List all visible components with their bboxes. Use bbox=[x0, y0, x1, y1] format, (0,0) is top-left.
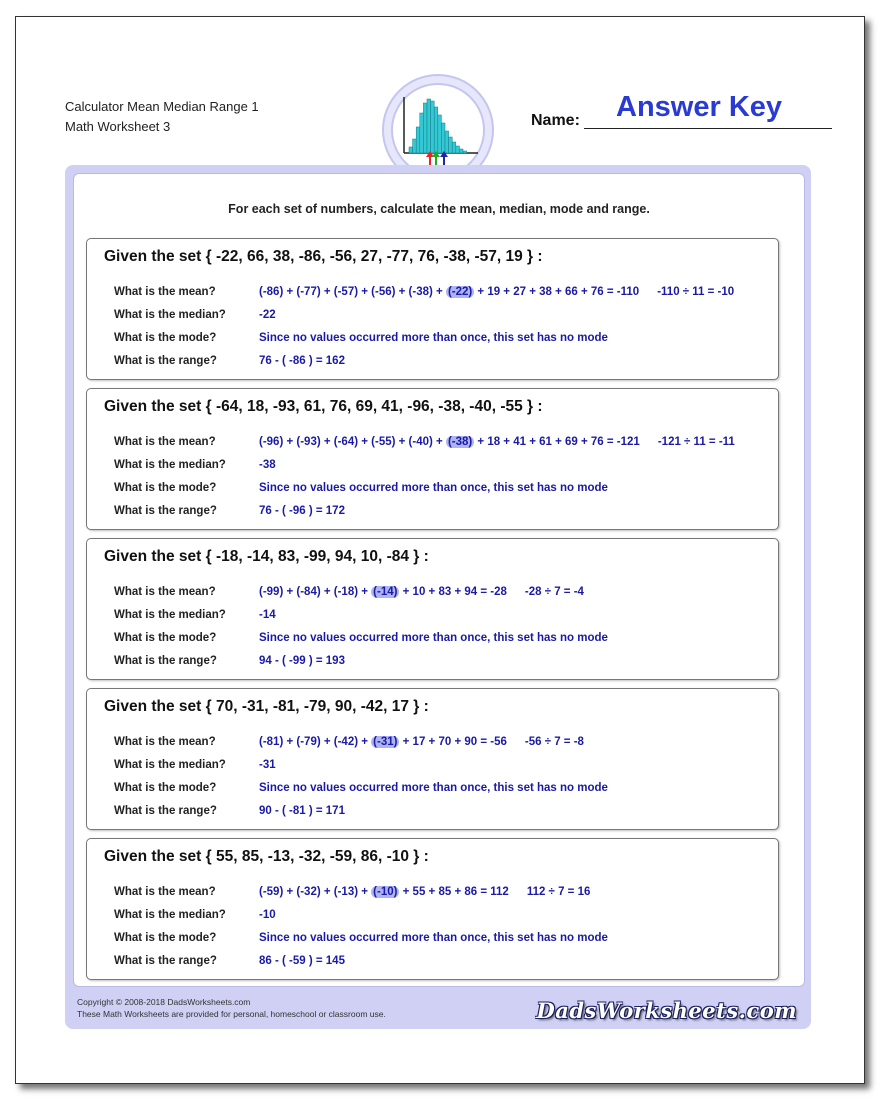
median-highlight: (-22) bbox=[447, 286, 473, 298]
histogram-bar bbox=[431, 101, 435, 153]
median-highlight: (-38) bbox=[447, 436, 473, 448]
median-answer: -31 bbox=[259, 759, 276, 771]
brand-logo: DadsWorksheets.com bbox=[536, 998, 797, 1023]
histogram-bar bbox=[413, 139, 417, 153]
mean-division: -121 ÷ 11 = -11 bbox=[657, 436, 735, 448]
copyright-text: Copyright © 2008-2018 DadsWorksheets.com bbox=[77, 997, 251, 1007]
median-highlight: (-31) bbox=[373, 736, 398, 748]
problem-4 bbox=[86, 688, 779, 830]
name-label: Name: bbox=[531, 112, 580, 129]
mean-answer bbox=[259, 886, 590, 898]
histogram-bar bbox=[423, 103, 427, 153]
mean-sum-end: + 19 + 27 + 38 + 66 + 76 = -110 bbox=[474, 286, 640, 298]
range-question: What is the range? bbox=[114, 505, 217, 517]
problem-title: Given the set { -18, -14, 83, -99, 94, 10, -84 } : bbox=[104, 548, 429, 565]
histogram-bar bbox=[459, 149, 463, 153]
worksheet-title bbox=[65, 97, 259, 137]
range-answer: 90 - ( -81 ) = 171 bbox=[259, 805, 345, 817]
mean-division: -110 ÷ 11 = -10 bbox=[657, 286, 735, 298]
mean-sum-end: + 17 + 70 + 90 = -56 bbox=[399, 736, 507, 748]
answer-key-heading: Answer Key bbox=[616, 91, 783, 123]
mean-answer bbox=[259, 586, 584, 598]
mode-answer: Since no values occurred more than once, this set has no mode bbox=[259, 782, 608, 794]
problem-title: Given the set { -64, 18, -93, 61, 76, 69, 41, -96, -38, -40, -55 } : bbox=[104, 398, 543, 415]
problem-1 bbox=[86, 238, 779, 380]
mean-question: What is the mean? bbox=[114, 286, 216, 298]
histogram-bar bbox=[416, 127, 420, 153]
mean-division: -28 ÷ 7 = -4 bbox=[524, 586, 584, 598]
mode-question: What is the mode? bbox=[114, 782, 217, 794]
mode-answer: Since no values occurred more than once, this set has no mode bbox=[259, 482, 608, 494]
range-answer: 86 - ( -59 ) = 145 bbox=[259, 955, 345, 967]
mode-answer: Since no values occurred more than once, this set has no mode bbox=[259, 332, 608, 344]
footer-text bbox=[77, 996, 386, 1020]
worksheet-content bbox=[73, 173, 805, 987]
histogram-bar bbox=[445, 131, 449, 153]
mean-sum-start: (-86) + (-77) + (-57) + (-56) + (-38) + bbox=[259, 286, 446, 298]
mean-division: -56 ÷ 7 = -8 bbox=[524, 736, 584, 748]
mean-question: What is the mean? bbox=[114, 436, 216, 448]
mean-answer bbox=[259, 436, 735, 448]
histogram-bar bbox=[452, 142, 456, 153]
mode-question: What is the mode? bbox=[114, 632, 217, 644]
range-answer: 94 - ( -99 ) = 193 bbox=[259, 655, 345, 667]
median-question: What is the median? bbox=[114, 759, 226, 771]
median-question: What is the median? bbox=[114, 909, 226, 921]
mode-question: What is the mode? bbox=[114, 932, 217, 944]
histogram-bar bbox=[427, 99, 431, 153]
problem-title: Given the set { 55, 85, -13, -32, -59, 86, -10 } : bbox=[104, 848, 429, 865]
instructions: For each set of numbers, calculate the mean, median, mode and range. bbox=[228, 202, 650, 216]
mode-answer: Since no values occurred more than once, this set has no mode bbox=[259, 932, 608, 944]
problem-title: Given the set { 70, -31, -81, -79, 90, -42, 17 } : bbox=[104, 698, 429, 715]
mean-division: 112 ÷ 7 = 16 bbox=[526, 886, 591, 898]
histogram-bar bbox=[434, 107, 438, 153]
range-question: What is the range? bbox=[114, 955, 217, 967]
histogram-bar bbox=[438, 115, 442, 153]
mean-answer bbox=[259, 286, 734, 298]
mean-sum-end: + 18 + 41 + 61 + 69 + 76 = -121 bbox=[474, 436, 640, 448]
mean-sum-end: + 10 + 83 + 94 = -28 bbox=[399, 586, 507, 598]
problem-title: Given the set { -22, 66, 38, -86, -56, 27, -77, 76, -38, -57, 19 } : bbox=[104, 248, 543, 265]
mode-question: What is the mode? bbox=[114, 482, 217, 494]
mean-question: What is the mean? bbox=[114, 586, 216, 598]
mean-sum-start: (-99) + (-84) + (-18) + bbox=[259, 586, 372, 598]
range-question: What is the range? bbox=[114, 355, 217, 367]
median-question: What is the median? bbox=[114, 309, 226, 321]
problem-5 bbox=[86, 838, 779, 980]
range-question: What is the range? bbox=[114, 805, 217, 817]
title-line-1: Calculator Mean Median Range 1 bbox=[65, 99, 259, 114]
median-answer: -10 bbox=[259, 909, 276, 921]
range-answer: 76 - ( -96 ) = 172 bbox=[259, 505, 345, 517]
histogram-bar bbox=[449, 137, 453, 153]
histogram-bar bbox=[441, 123, 445, 153]
mean-answer bbox=[259, 736, 584, 748]
mean-question: What is the mean? bbox=[114, 736, 216, 748]
median-question: What is the median? bbox=[114, 459, 226, 471]
histogram-bar bbox=[463, 151, 467, 153]
mean-sum-end: + 55 + 85 + 86 = 112 bbox=[399, 886, 509, 898]
title-line-2: Math Worksheet 3 bbox=[65, 119, 171, 134]
histogram-bar bbox=[456, 146, 460, 153]
name-field-line[interactable] bbox=[584, 128, 832, 129]
worksheet-frame bbox=[65, 165, 811, 1029]
median-answer: -14 bbox=[259, 609, 276, 621]
mean-question: What is the mean? bbox=[114, 886, 216, 898]
median-highlight: (-10) bbox=[373, 886, 398, 898]
median-question: What is the median? bbox=[114, 609, 226, 621]
mean-sum-start: (-59) + (-32) + (-13) + bbox=[259, 886, 372, 898]
range-question: What is the range? bbox=[114, 655, 217, 667]
worksheet-page bbox=[15, 16, 865, 1084]
median-answer: -38 bbox=[259, 459, 276, 471]
mean-sum-start: (-81) + (-79) + (-42) + bbox=[259, 736, 372, 748]
problem-3 bbox=[86, 538, 779, 680]
usage-note: These Math Worksheets are provided for personal, homeschool or classroom use. bbox=[77, 1009, 386, 1019]
mean-sum-start: (-96) + (-93) + (-64) + (-55) + (-40) + bbox=[259, 436, 446, 448]
histogram-bar bbox=[409, 147, 413, 153]
mode-question: What is the mode? bbox=[114, 332, 217, 344]
histogram-bar bbox=[420, 113, 424, 153]
range-answer: 76 - ( -86 ) = 162 bbox=[259, 355, 345, 367]
median-highlight: (-14) bbox=[373, 586, 398, 598]
median-answer: -22 bbox=[259, 309, 276, 321]
problem-2 bbox=[86, 388, 779, 530]
mode-answer: Since no values occurred more than once, this set has no mode bbox=[259, 632, 608, 644]
